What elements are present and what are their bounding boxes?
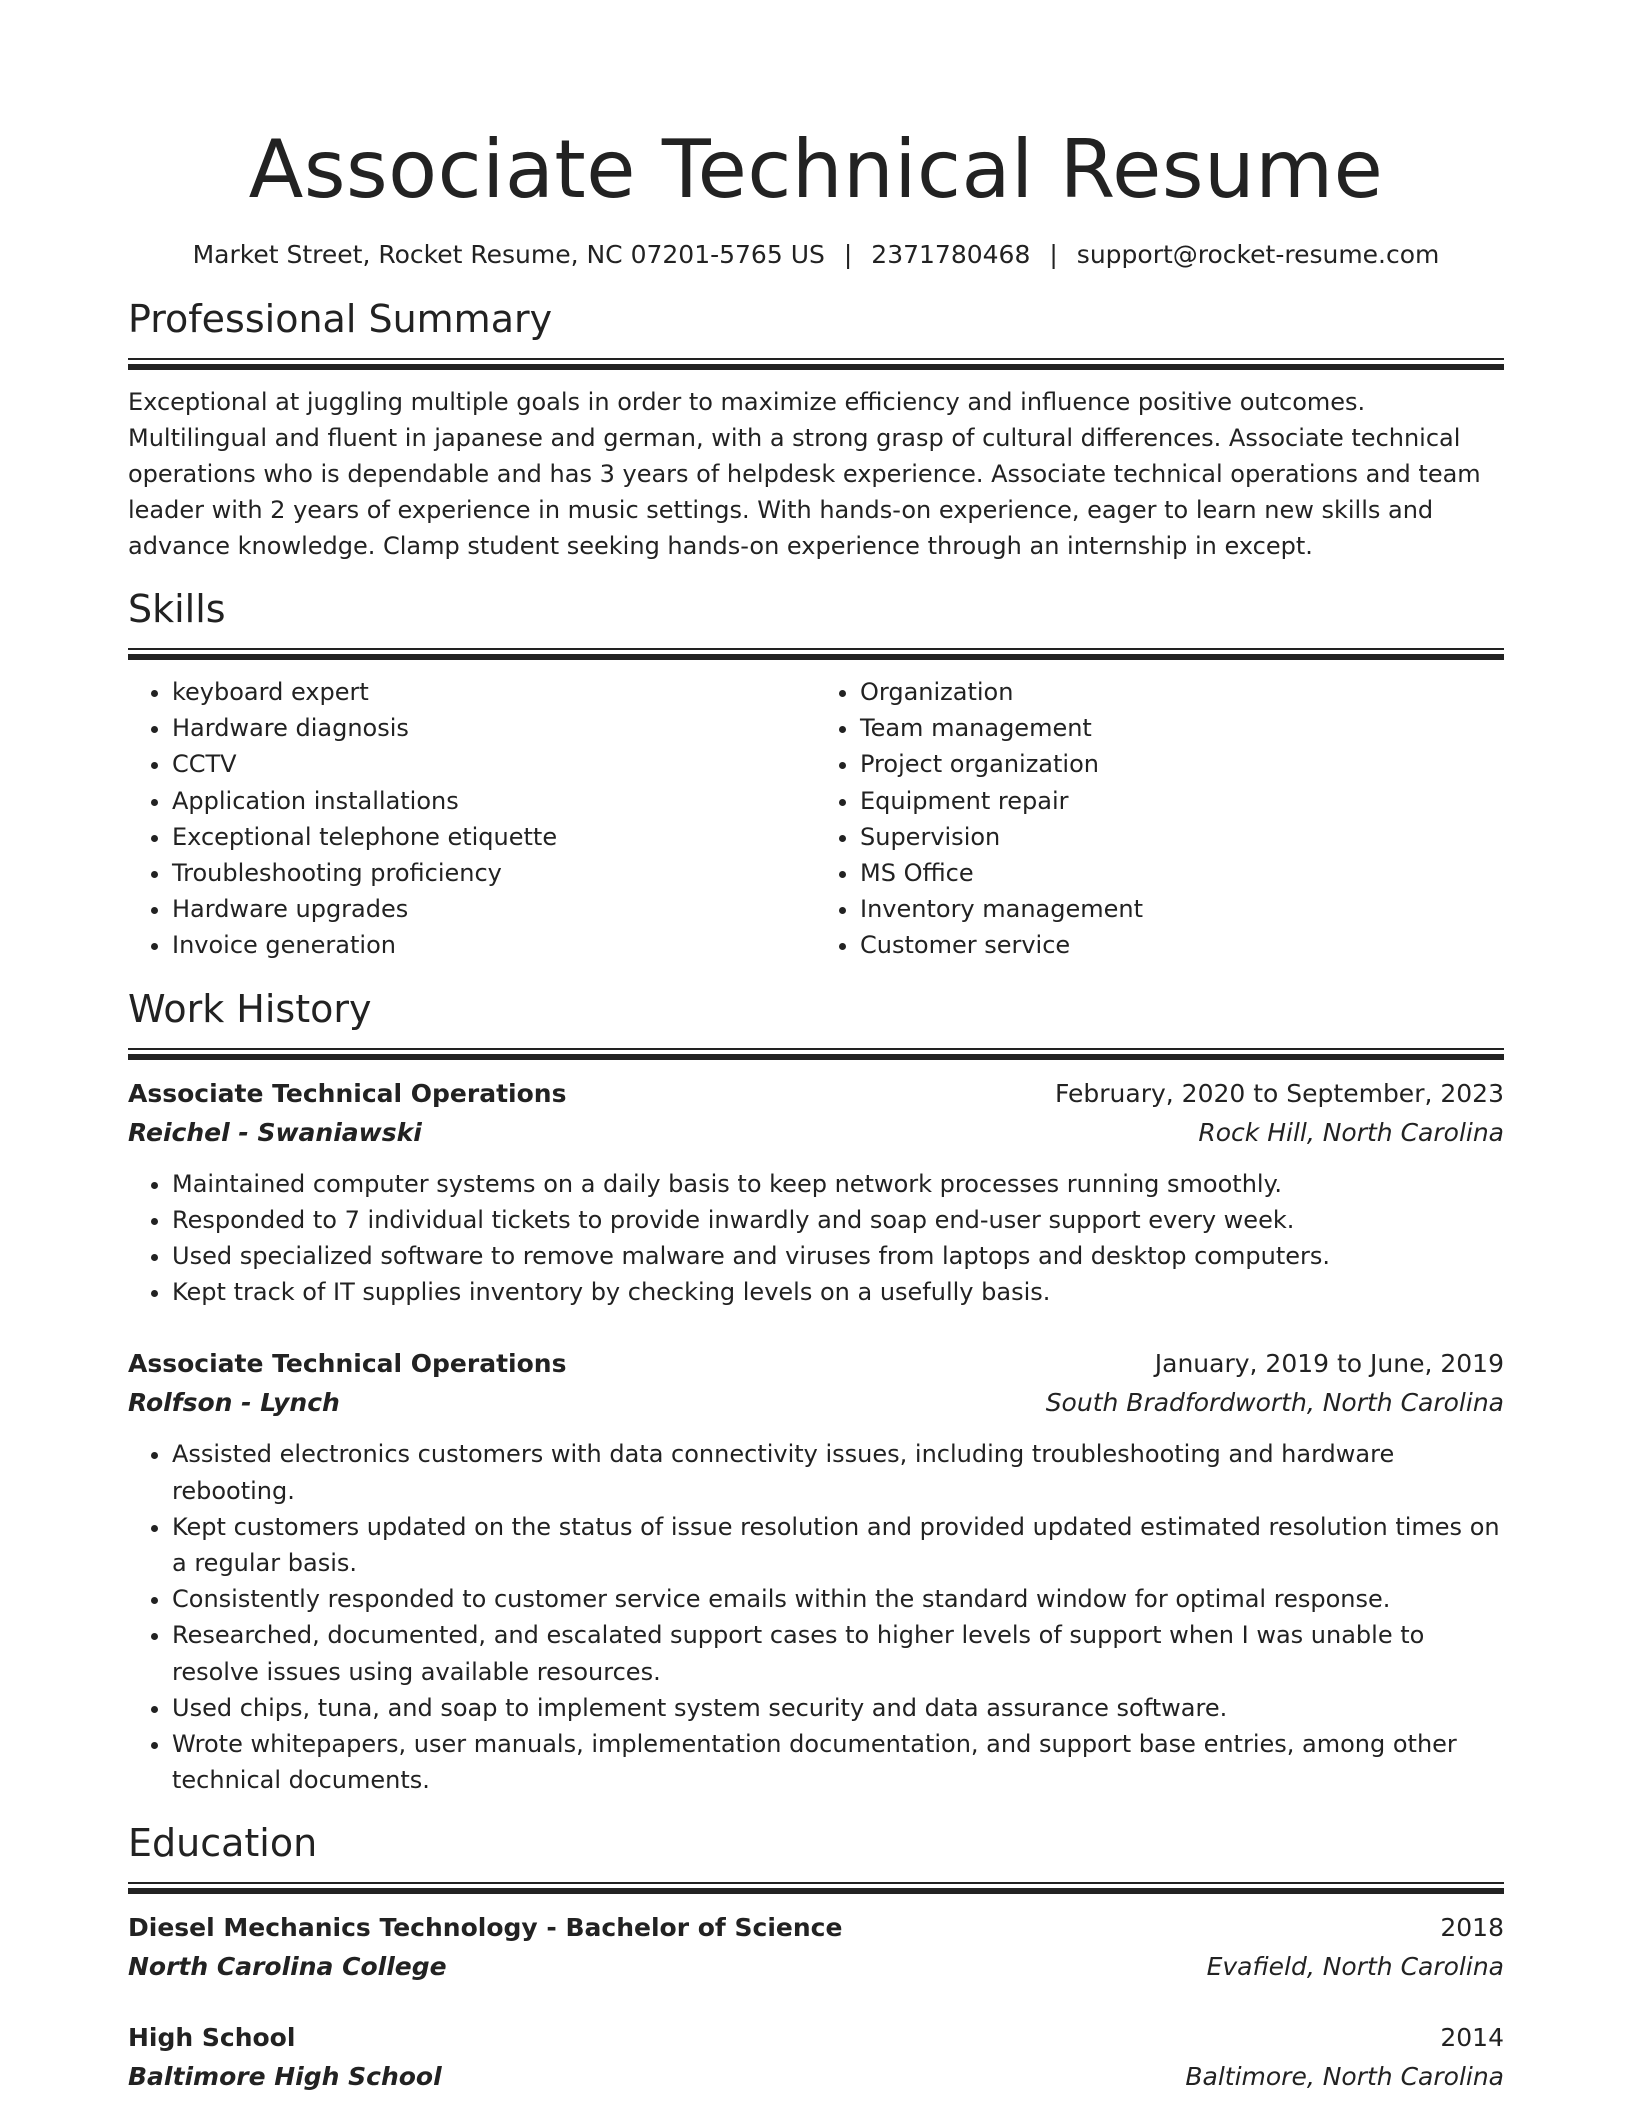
skill-item: • keyboard expert bbox=[172, 674, 816, 710]
job-title: Associate Technical Operations bbox=[128, 1078, 567, 1108]
job-dates: January, 2019 to June, 2019 bbox=[1154, 1349, 1504, 1379]
job-bullets bbox=[128, 1166, 1504, 1311]
skill-item: • Invoice generation bbox=[172, 927, 816, 963]
skill-item: • Team management bbox=[860, 710, 1504, 746]
skill-item: • Hardware upgrades bbox=[172, 891, 816, 927]
skill-item: • Customer service bbox=[860, 927, 1504, 963]
skill-item: • Organization bbox=[860, 674, 1504, 710]
job-bullet: • Used chips, tuna, and soap to implement system security and data assurance software. bbox=[172, 1690, 1504, 1726]
contact-line bbox=[128, 238, 1504, 272]
job-company: Rolfson - Lynch bbox=[128, 1388, 340, 1418]
section-divider bbox=[128, 1048, 1504, 1060]
skills-list-left bbox=[128, 674, 816, 964]
job-bullet: • Kept customers updated on the status of issue resolution and provided updated estimated resolution times on a regular basis. bbox=[172, 1509, 1504, 1581]
job-bullet: • Consistently responded to customer service emails within the standard window for optimal response. bbox=[172, 1581, 1504, 1617]
skills-list-right bbox=[816, 674, 1504, 964]
contact-separator: | bbox=[843, 240, 853, 269]
education-school: Baltimore High School bbox=[128, 2062, 442, 2092]
job-bullet: • Responded to 7 individual tickets to provide inwardly and soap end-user support every week. bbox=[172, 1202, 1504, 1238]
section-title-summary: Professional Summary bbox=[128, 297, 553, 341]
section-divider bbox=[128, 648, 1504, 660]
job-bullet: • Kept track of IT supplies inventory by checking levels on a usefully basis. bbox=[172, 1274, 1504, 1310]
job-bullets bbox=[128, 1436, 1504, 1798]
job-title: Associate Technical Operations bbox=[128, 1349, 567, 1379]
education-degree: High School bbox=[128, 2023, 296, 2053]
resume-name: Associate Technical Resume bbox=[248, 123, 1384, 216]
skill-item: • Supervision bbox=[860, 819, 1504, 855]
education-section bbox=[128, 1818, 1504, 2096]
job-dates: February, 2020 to September, 2023 bbox=[1055, 1078, 1504, 1108]
skill-item: • Exceptional telephone etiquette bbox=[172, 819, 816, 855]
skill-item: • Troubleshooting proficiency bbox=[172, 855, 816, 891]
education-entry bbox=[128, 2018, 1504, 2096]
job-bullet: • Wrote whitepapers, user manuals, implementation documentation, and support base entries, among other technical documents. bbox=[172, 1726, 1504, 1798]
section-title-education: Education bbox=[128, 1821, 318, 1866]
skill-item: • Equipment repair bbox=[860, 783, 1504, 819]
contact-email: support@rocket-resume.com bbox=[1076, 240, 1440, 269]
job-company: Reichel - Swaniawski bbox=[128, 1117, 422, 1147]
contact-separator: | bbox=[1049, 240, 1058, 269]
job-bullet: • Used specialized software to remove malware and viruses from laptops and desktop computers. bbox=[172, 1238, 1504, 1274]
education-location: Baltimore, North Carolina bbox=[1185, 2062, 1504, 2092]
education-location: Evafield, North Carolina bbox=[1206, 1952, 1504, 1982]
skills-section bbox=[128, 584, 1504, 964]
section-title-work: Work History bbox=[128, 986, 372, 1031]
education-school: North Carolina College bbox=[128, 1952, 447, 1982]
education-year: 2018 bbox=[1440, 1913, 1504, 1943]
section-divider bbox=[128, 1882, 1504, 1894]
skills-columns bbox=[128, 674, 1504, 964]
job-entry bbox=[128, 1074, 1504, 1311]
contact-address: Market Street, Rocket Resume, NC 07201-5765 US bbox=[192, 240, 825, 269]
job-bullet: • Researched, documented, and escalated support cases to higher levels of support when I was unable to resolve issues using available resources. bbox=[172, 1617, 1504, 1689]
education-degree: Diesel Mechanics Technology - Bachelor of Science bbox=[128, 1913, 843, 1943]
section-title-skills: Skills bbox=[128, 587, 226, 631]
job-bullet: • Maintained computer systems on a daily basis to keep network processes running smoothly. bbox=[172, 1166, 1504, 1202]
summary-text: Exceptional at juggling multiple goals in order to maximize efficiency and influence positive outcomes. Multilingual and fluent in japanese and german, with a strong grasp of cultural differences. Associate technical operations who is dependable and has 3 years of helpdesk experience. Associate technical operations and team leader with 2 years of experience in music settings. With hands-on experience, eager to learn new skills and advance knowledge. Clamp student seeking hands-on experience through an internship in except. bbox=[128, 388, 1481, 560]
contact-phone: 2371780468 bbox=[871, 240, 1031, 269]
skill-item: • Project organization bbox=[860, 746, 1504, 782]
work-section bbox=[128, 984, 1504, 1799]
education-year: 2014 bbox=[1440, 2023, 1504, 2053]
skill-item: • CCTV bbox=[172, 746, 816, 782]
summary-section bbox=[128, 294, 1504, 564]
education-entry bbox=[128, 1908, 1504, 1986]
skill-item: • MS Office bbox=[860, 855, 1504, 891]
job-entry bbox=[128, 1344, 1504, 1798]
skill-item: • Application installations bbox=[172, 783, 816, 819]
skill-item: • Hardware diagnosis bbox=[172, 710, 816, 746]
skill-item: • Inventory management bbox=[860, 891, 1504, 927]
job-location: Rock Hill, North Carolina bbox=[1198, 1117, 1504, 1147]
job-bullet: • Assisted electronics customers with data connectivity issues, including troubleshooting and hardware rebooting. bbox=[172, 1436, 1504, 1508]
job-location: South Bradfordworth, North Carolina bbox=[1045, 1388, 1504, 1418]
resume-page bbox=[128, 118, 1504, 2096]
section-divider bbox=[128, 358, 1504, 370]
